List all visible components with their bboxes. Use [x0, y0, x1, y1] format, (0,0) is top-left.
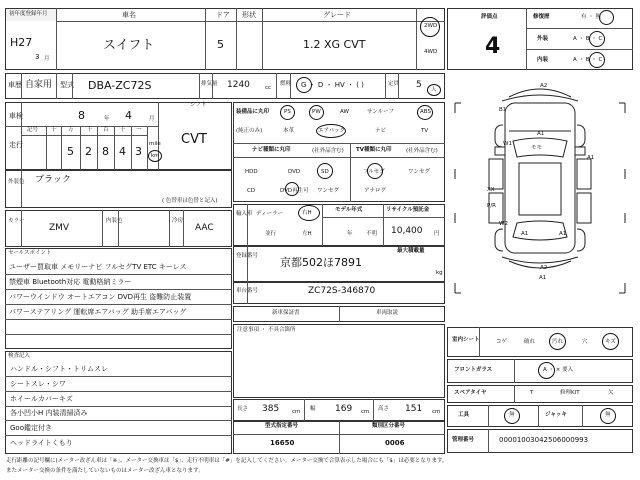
width-label: 幅	[310, 406, 316, 412]
import-dealer: ディーラー	[256, 211, 284, 217]
width-value: 169	[335, 404, 353, 414]
recycle-value: 10,400	[391, 226, 423, 236]
mileage-unit-km: km	[151, 153, 160, 159]
inspection-label: 車検	[9, 112, 23, 120]
chassis-value: ZC72S-346870	[308, 286, 376, 296]
front-glass-options: A ・ × 要入	[543, 367, 574, 373]
mark-a1-bottom: A1	[539, 275, 547, 281]
car-name: スイフト	[103, 38, 155, 53]
score-value: 4	[485, 34, 501, 59]
color-note: ( 色替車は色替と記入)	[162, 198, 218, 204]
equip-aw: AW	[340, 109, 349, 115]
tv-analog: アナログ	[364, 188, 387, 194]
inspection-month-unit: 月	[149, 116, 155, 122]
mileage-unit-mile: mile	[149, 141, 161, 147]
spare-tire-label: スペアタイヤ	[454, 390, 487, 396]
digit-label-6: 一	[136, 127, 142, 133]
footer-line-1: 走行距離の記号欄に(メーター改ざん車は「※」、メーター交換車は「$」、走行不明車は「#」を記入してください。メーター交換で合算表示した場合にも「$」は必要となります。	[6, 458, 448, 464]
exterior-options: A ・ B ・ C	[573, 36, 603, 42]
color-code: ZMV	[49, 223, 70, 233]
cc-unit: cc	[265, 85, 272, 91]
model-code-label: 型式指定番号	[265, 423, 299, 429]
inspector-line-4: Goo鑑定付き	[10, 424, 52, 432]
drive-2wd: 2WD	[424, 23, 438, 29]
shift-label: シフト	[190, 102, 207, 108]
shape-label: 形状	[242, 11, 256, 19]
inspector-line-0: ハンドル・シフト・トリムスレ	[10, 365, 108, 373]
inspection-month: 4	[125, 109, 132, 122]
nav-oneseg: ワンセグ	[317, 188, 340, 194]
mileage-digit-2: 8	[102, 145, 109, 158]
mark-pr: P/R	[487, 203, 496, 209]
fuel-label: 燃料	[280, 81, 292, 87]
mark-a2-bottom: A2	[540, 265, 548, 271]
inspection-year: 8	[78, 109, 85, 122]
door-count: 5	[217, 38, 224, 51]
car-damage-diagram	[447, 73, 633, 323]
capacity: 5	[416, 80, 422, 90]
selling-line-1: 禁煙車 Bluetooth対応 電動格納ミラー	[9, 278, 132, 286]
mark-a1-side: A1	[587, 155, 595, 161]
mark-a1-rear: A1	[521, 231, 529, 237]
inspector-line-3: 各小凹小H 内装清掃済み	[10, 409, 88, 417]
displacement: 1240	[227, 80, 250, 90]
capacity-label: 定員	[388, 81, 400, 87]
reg-year: H27	[10, 36, 33, 49]
nav-hdd: HDD	[245, 169, 258, 175]
recycle-label: リサイクル預託金	[386, 207, 430, 213]
repair-options: 有 ・ 無	[581, 14, 601, 20]
footer-line-2: またメーター交換の条件を満たしていないものはメーター改ざん車となります。	[6, 468, 204, 474]
seat-item-3: 穴	[582, 339, 588, 345]
equip-navi: ナビ	[375, 128, 387, 134]
capacity-unit: 人	[431, 87, 437, 93]
equip-abs: ABS	[420, 109, 431, 115]
shift: CVT	[181, 132, 207, 147]
tools-label: 工具	[458, 412, 470, 418]
mark-a2-top: A2	[540, 83, 548, 89]
selling-points-label: セールスポイント	[8, 250, 52, 256]
notes-label: 注意事項 ・ 不具合箇所	[237, 327, 296, 333]
height-value: 151	[405, 404, 423, 414]
grade: 1.2 XG CVT	[303, 38, 366, 51]
interior-color-label: 内装色	[106, 218, 123, 224]
seat-item-0: コゲ	[496, 339, 508, 345]
reg-month: 3	[35, 53, 40, 61]
interior-seat-label: 室内シート	[452, 337, 480, 343]
model-year-unknown: 不明	[366, 231, 378, 237]
mark-interior: モモ	[531, 145, 543, 151]
tv-oneseg: ワンセグ	[408, 169, 431, 175]
seat-item-2: 汚れ	[552, 339, 564, 345]
equipment-label: 装備品に丸印	[236, 109, 270, 115]
category-value: 0006	[385, 439, 405, 447]
color-label: 外装色	[8, 179, 25, 185]
length-unit: cm	[292, 409, 301, 415]
digit-label-4: 百	[103, 127, 109, 133]
nav-dvdplay: DVD再生可	[280, 188, 309, 194]
mark-a1-hood: A1	[537, 131, 545, 137]
chassis-label: 車台番号	[236, 288, 259, 294]
model-label: 型式	[60, 81, 74, 89]
digit-label-0: 記号	[27, 127, 39, 133]
jack-label: ジャッキ	[545, 412, 567, 418]
reg-year-label: 初年度登録年月	[9, 11, 48, 17]
digit-label-1: 十	[51, 127, 57, 133]
width-unit: cm	[361, 409, 370, 415]
new-warranty-label: 新車保証書	[272, 310, 300, 316]
mark-w2: W2	[499, 221, 508, 227]
interior-label: 内装	[537, 57, 549, 63]
purpose: 自家用	[25, 80, 53, 90]
purpose-label: 車歴	[8, 81, 22, 89]
nav-dvd: DVD	[288, 169, 301, 175]
seat-item-1: 破れ	[524, 339, 536, 345]
mileage-digit-1: 2	[85, 145, 92, 158]
door-label: ドア	[216, 11, 230, 19]
mark-a1-rear2: A1	[559, 231, 567, 237]
digit-label-2: 万	[68, 127, 74, 133]
handle-left: 左H	[302, 231, 312, 237]
equip-tv: TV	[421, 128, 429, 134]
equip-pw: PW	[312, 109, 321, 115]
tools-value: 無	[509, 412, 515, 418]
height-unit: cm	[432, 409, 441, 415]
manage-label: 管理番号	[452, 437, 475, 443]
equip-leather: 本革	[283, 128, 295, 134]
spare-option-0: T	[530, 390, 534, 396]
grade-label: グレード	[323, 11, 351, 19]
inspection-year-unit: 年	[104, 116, 110, 122]
mileage-digit-0: 5	[67, 145, 74, 158]
plate-label: 登録番号	[236, 253, 259, 259]
equipment-sub: (純正のみ)	[236, 128, 263, 134]
mark-xx: XX	[487, 187, 495, 193]
ac-label: 冷房	[172, 218, 184, 224]
equip-sunroof: サンルーフ	[367, 109, 394, 115]
repair-circle	[599, 10, 614, 25]
spare-option-1: 修理KIT	[560, 390, 580, 396]
length-label: 長さ	[237, 406, 249, 412]
interior-options: A ・ B ・ C	[573, 57, 603, 63]
fuel-options: G ・ D ・ HV ・ ( )	[301, 81, 364, 89]
displacement-label: 排気量	[201, 81, 218, 87]
model-year-unit: 年	[347, 231, 353, 237]
model-year-label: モデル年式	[335, 207, 363, 213]
front-glass-label: フロントガラス	[454, 367, 493, 373]
tv-fullseg: フルセグ	[363, 169, 385, 175]
height-label: 高さ	[378, 406, 390, 412]
import-label: 輸入車	[236, 211, 253, 217]
tv-type-sub: (社外品含む)	[406, 148, 438, 154]
model: DBA-ZC72S	[88, 79, 152, 92]
mileage-digit-3: 4	[119, 145, 126, 158]
inspector-line-1: シートスレ・シワ	[10, 380, 66, 388]
nav-type-sub: (社外品含む)	[312, 148, 344, 154]
import-parallel: 並行	[265, 231, 277, 237]
spare-option-2: 欠	[608, 390, 614, 396]
category-label: 類別区分番号	[372, 423, 406, 429]
nav-type-label: ナビ種類に丸印	[252, 147, 291, 153]
max-load-unit: kg	[436, 270, 443, 276]
selling-line-3: パワーステアリング 運転席エアバッグ 助手席エアバッグ	[9, 308, 187, 316]
manual-label: 車両取説	[376, 310, 399, 316]
color-code-label: カラー	[8, 218, 25, 224]
handle-right: 右H	[302, 210, 312, 216]
equip-airbag: エアバック	[318, 128, 346, 134]
seat-item-4: キズ	[605, 339, 616, 345]
recycle-unit: 円	[434, 231, 440, 237]
mileage-label: 走行	[9, 141, 23, 149]
inspector-notes-label: 検査記入	[8, 353, 31, 359]
name-label: 車名	[122, 11, 136, 19]
nav-cd: CD	[247, 188, 256, 194]
selling-line-0: ユーザー買取車 メモリーナビ フルセグTV ETC キーレス	[9, 263, 187, 271]
score-label: 評価点	[481, 14, 498, 20]
max-load-label: 最大積載量	[397, 248, 425, 254]
color-value: ブラック	[35, 175, 71, 185]
exterior-label: 外装	[537, 36, 549, 42]
manage-value: 00001003042506000993	[499, 436, 589, 444]
digit-label-5: 十	[120, 127, 126, 133]
inspector-line-2: ホイールカバーキズ	[10, 395, 73, 403]
tv-type-label: TV種類に丸印	[356, 147, 392, 153]
mark-b1: B1	[499, 107, 507, 113]
model-code-value: 16650	[270, 439, 295, 447]
reg-month-unit: 月	[44, 56, 50, 62]
inspector-line-5: ヘッドライトくもり	[10, 439, 73, 447]
drive-4wd: 4WD	[424, 49, 438, 55]
notes-block	[233, 324, 445, 398]
plate-value: 京都502ほ7891	[280, 256, 362, 269]
equip-ps: PS	[284, 109, 291, 115]
nav-sd: SD	[321, 169, 329, 175]
jack-value: 無	[605, 412, 611, 418]
digit-label-3: 千	[87, 127, 93, 133]
length-value: 385	[262, 404, 280, 414]
mileage-digit-4: 3	[135, 145, 142, 158]
mark-w1: W1	[503, 141, 512, 147]
selling-line-2: パワーウインドウ オートエアコン DVD再生 盗難防止装置	[9, 293, 192, 301]
ac-value: AAC	[195, 223, 214, 233]
repair-label: 修復歴	[533, 14, 550, 20]
